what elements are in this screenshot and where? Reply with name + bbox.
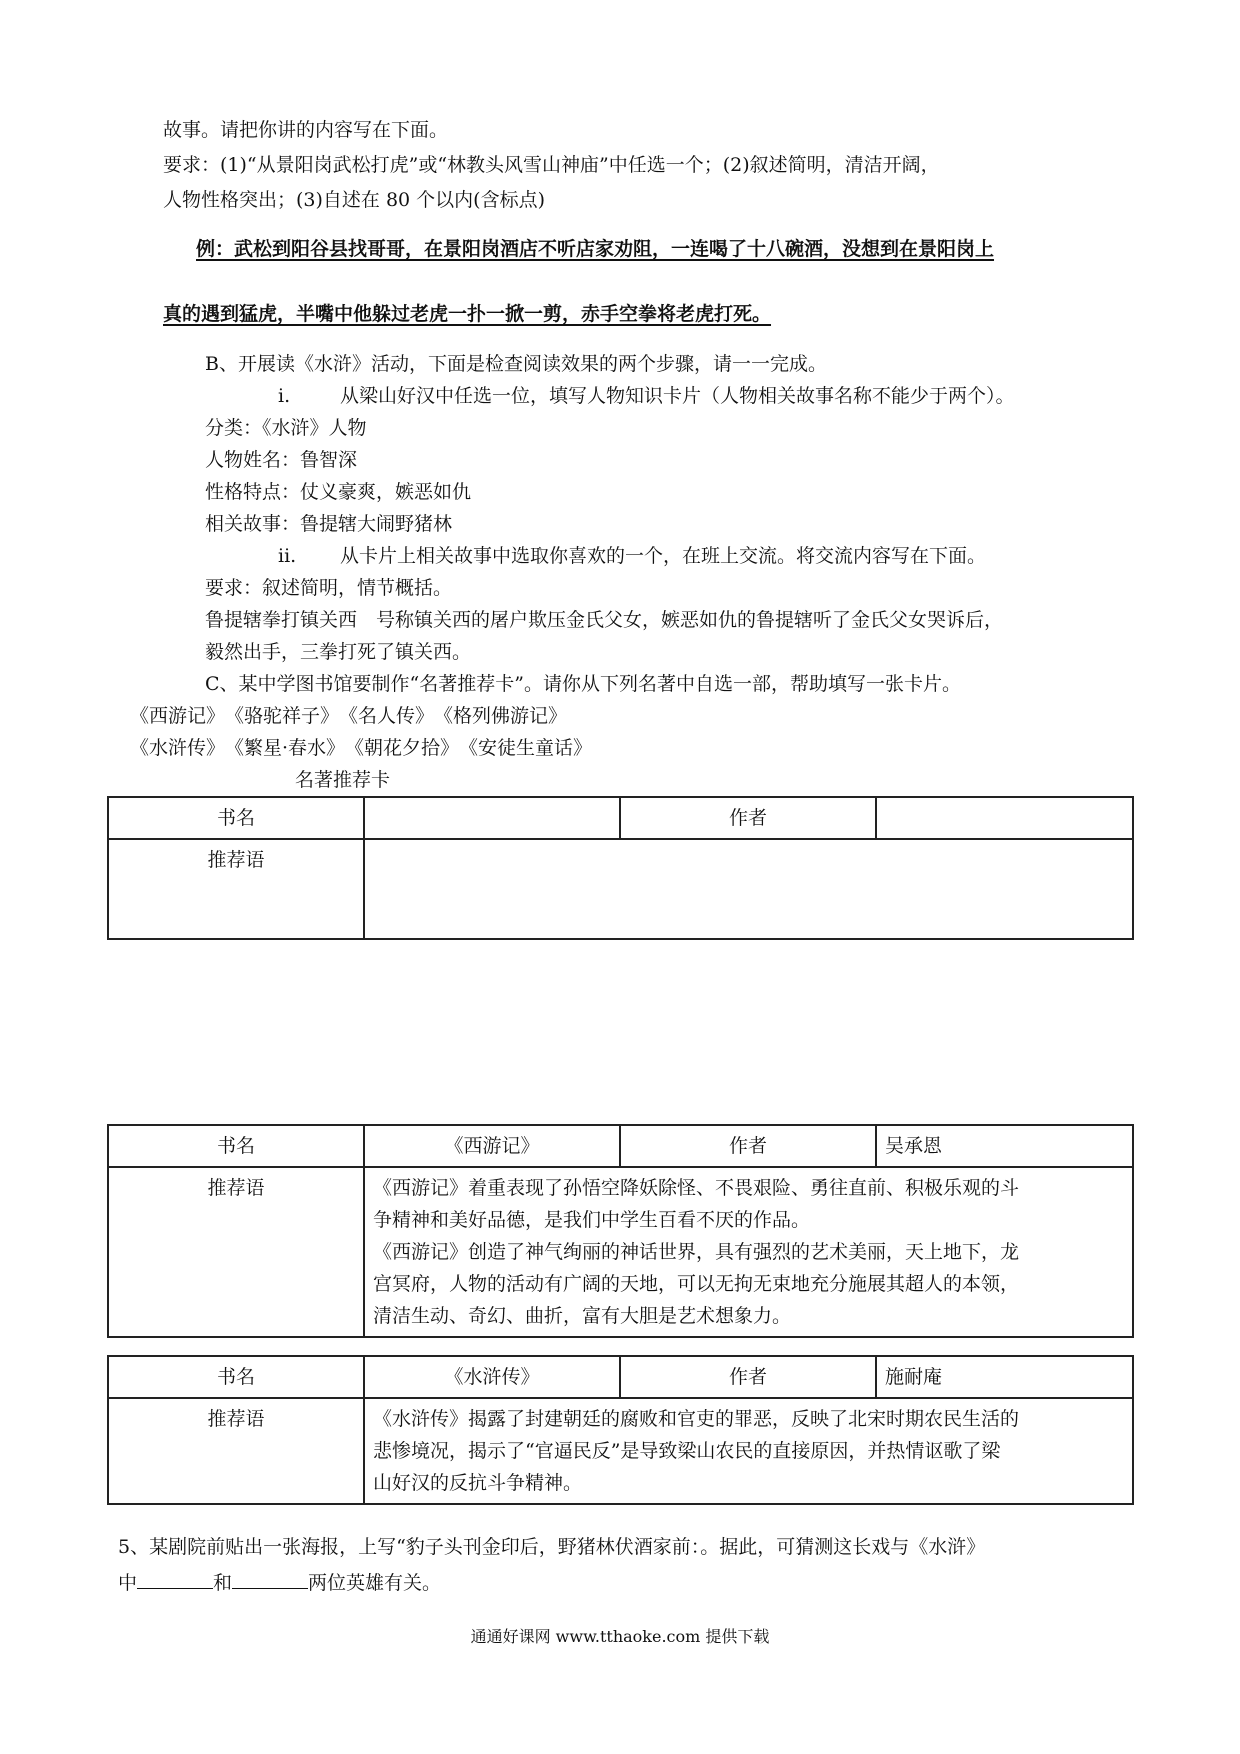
- text-line: 人物姓名：鲁智深: [205, 449, 358, 471]
- card-title: 名著推荐卡: [295, 769, 391, 791]
- author-cell: 施耐庵: [876, 1356, 1133, 1398]
- list-number: ii.: [278, 545, 297, 567]
- answer-blank[interactable]: [137, 1570, 213, 1589]
- text-line: 人物性格突出；(3)自述在 80 个以内(含标点): [163, 189, 545, 211]
- text-line: 从卡片上相关故事中选取你喜欢的一个，在班上交流。将交流内容写在下面。: [340, 545, 987, 567]
- text-line: 故事。请把你讲的内容写在下面。: [163, 119, 449, 141]
- text-line: C、某中学图书馆要制作“名著推荐卡”。请你从下列名著中自选一部，帮助填写一张卡片。: [205, 673, 961, 695]
- book-cell: 《水浒传》: [364, 1356, 620, 1398]
- page-footer: 通通好课网 www.tthaoke.com 提供下载: [470, 1627, 770, 1646]
- example-answer-line: 真的遇到猛虎，半嘴中他躲过老虎一扑一掀一剪，赤手空拳将老虎打死。: [163, 303, 772, 325]
- recommend-cell: [364, 1398, 1133, 1504]
- question-5: 5、某剧院前贴出一张海报，上写“豹子头刊金印后，野猪林伏酒家前：。据此，可猜测这长戏与《水浒》: [118, 1536, 986, 1558]
- author-label: 作者: [620, 1356, 876, 1398]
- book-label: 书名: [108, 1356, 364, 1398]
- text-line: 要求：(1)“从景阳岗武松打虎”或“林教头风雪山神庙”中任选一个；(2)叙述简明，清洁开阔，: [163, 154, 940, 176]
- text-line: 性格特点：仗义豪爽，嫉恶如仇: [205, 481, 472, 503]
- book-label: 书名: [108, 797, 364, 839]
- q5-text: 和: [213, 1572, 233, 1594]
- q5-text: 中: [118, 1572, 138, 1594]
- recommend-text: 《水浒传》揭露了封建朝廷的腐败和官吏的罪恶，反映了北宋时期农民生活的: [373, 1408, 1020, 1430]
- recommend-label: 推荐语: [108, 839, 364, 939]
- recommend-text: 宫冥府，人物的活动有广阔的天地，可以无拘无束地充分施展其超人的本领，: [373, 1273, 1020, 1295]
- recommend-label: 推荐语: [108, 1167, 364, 1337]
- book-cell: [364, 797, 620, 839]
- answer-blank[interactable]: [232, 1570, 308, 1589]
- book-label: 书名: [108, 1125, 364, 1167]
- text-line: 分类：《水浒》人物: [205, 417, 367, 439]
- recommendation-card-blank: [107, 796, 1134, 940]
- list-number: i.: [278, 385, 291, 407]
- recommendation-card-shuihuzhuan: [107, 1355, 1134, 1505]
- text-line: 要求：叙述简明，情节概括。: [205, 577, 453, 599]
- recommend-text: 《西游记》创造了神气绚丽的神话世界，具有强烈的艺术美丽，天上地下，龙: [373, 1241, 1020, 1263]
- recommend-text: 山好汉的反抗斗争精神。: [373, 1472, 583, 1494]
- book-cell: 《西游记》: [364, 1125, 620, 1167]
- author-cell: [876, 797, 1133, 839]
- text-line: 相关故事：鲁提辖大闹野猪林: [205, 513, 453, 535]
- recommend-text: 清洁生动、奇幻、曲折，富有大胆是艺术想象力。: [373, 1305, 792, 1327]
- question-5-blanks: [118, 1570, 441, 1595]
- book-list: 《水浒传》 《繁星·春水》 《朝花夕拾》 《安徒生童话》: [130, 737, 593, 759]
- example-answer-line: 例：武松到阳谷县找哥哥，在景阳岗酒店不听店家劝阻，一连喝了十八碗酒，没想到在景阳岗上: [196, 238, 995, 260]
- author-label: 作者: [620, 797, 876, 839]
- text-line: B、开展读《水浒》活动，下面是检查阅读效果的两个步骤，请一一完成。: [205, 353, 827, 375]
- recommendation-card-xiyouji: [107, 1124, 1134, 1338]
- recommend-cell: [364, 1167, 1133, 1337]
- text-line: 毅然出手，三拳打死了镇关西。: [205, 641, 472, 663]
- recommend-text: 争精神和美好品德，是我们中学生百看不厌的作品。: [373, 1209, 811, 1231]
- book-list: 《西游记》 《骆驼祥子》 《名人传》 《格列佛游记》: [130, 705, 568, 727]
- text-line: 鲁提辖拳打镇关西 号称镇关西的屠户欺压金氏父女，嫉恶如仇的鲁提辖听了金氏父女哭诉后，: [205, 609, 1004, 631]
- author-cell: 吴承恩: [876, 1125, 1133, 1167]
- author-label: 作者: [620, 1125, 876, 1167]
- recommend-label: 推荐语: [108, 1398, 364, 1504]
- recommend-text: 《西游记》着重表现了孙悟空降妖除怪、不畏艰险、勇往直前、积极乐观的斗: [373, 1177, 1020, 1199]
- text-line: 从梁山好汉中任选一位，填写人物知识卡片（人物相关故事名称不能少于两个）。: [340, 385, 1015, 407]
- q5-text: 两位英雄有关。: [308, 1572, 442, 1594]
- recommend-text: 悲惨境况，揭示了“官逼民反”是导致梁山农民的直接原因，并热情讴歌了梁: [373, 1440, 1001, 1462]
- recommend-cell: [364, 839, 1133, 939]
